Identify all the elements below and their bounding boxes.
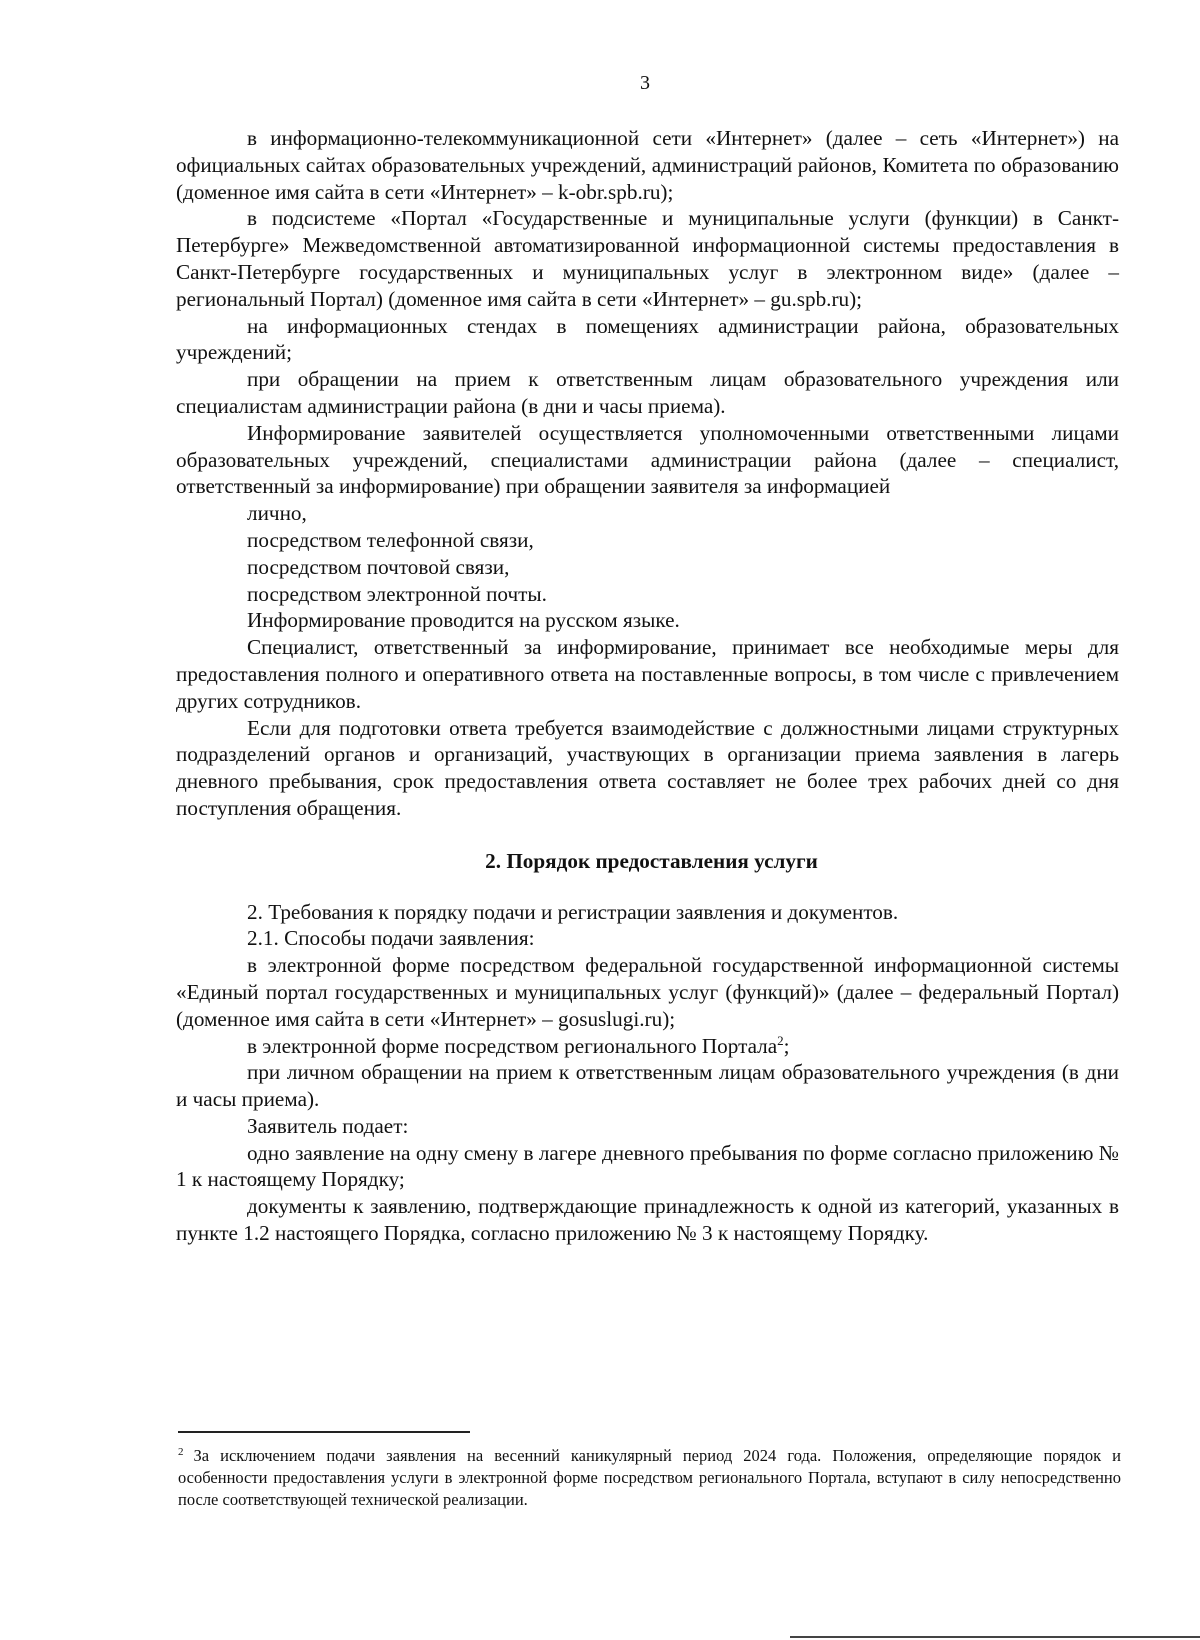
footnote-reference: 2 bbox=[777, 1032, 784, 1048]
paragraph-requirements: 2. Требования к порядку подачи и регистрации заявления и документов. bbox=[247, 899, 899, 924]
paragraph-applicant-submits: Заявитель подает: bbox=[247, 1113, 409, 1138]
paragraph-language: Информирование проводится на русском языке. bbox=[247, 608, 680, 633]
paragraph-regional-portal: в подсистеме «Портал «Государственные и муниципальные услуги (функции) в Санкт-Петербурге» Межведомственной автоматизированной информационной системы предоставления в Санкт-Петербурге государственных и муниципальных услуг в электронном виде» (далее – региональный Портал) (доменное имя сайта в сети «Интернет» – gu.spb.ru); bbox=[176, 206, 1119, 311]
list-item-email: посредством электронной почты. bbox=[247, 581, 547, 606]
paragraph-personal-submission: при личном обращении на прием к ответственным лицам образовательного учреждения (в дни и часы приема). bbox=[176, 1060, 1119, 1112]
page-number: 3 bbox=[640, 72, 650, 94]
footnote-mark: 2 bbox=[178, 1445, 184, 1458]
list-item-mail: посредством почтовой связи, bbox=[247, 554, 510, 579]
paragraph-submission-methods: 2.1. Способы подачи заявления: bbox=[247, 926, 535, 951]
regional-portal-text-end: ; bbox=[783, 1033, 790, 1058]
paragraph-informing-applicants: Информирование заявителей осуществляется уполномоченными ответственными лицами образовательных учреждений, специалистами администрации района (далее – специалист, ответственный за информирование) при обращении заявителя за информацией bbox=[176, 420, 1119, 499]
paragraph-response-term: Если для подготовки ответа требуется взаимодействие с должностными лицами структурных подразделений органов и организаций, участвующих в организации приема заявления в лагерь дневного пребывания, срок предоставления ответа составляет не более трех рабочих дней со дня поступления обращения. bbox=[176, 715, 1119, 820]
list-item-phone: посредством телефонной связи, bbox=[247, 527, 534, 552]
paragraph-documents: документы к заявлению, подтверждающие принадлежность к одной из категорий, указанных в пункте 1.2 настоящего Порядка, согласно приложению № 3 к настоящему Порядку. bbox=[176, 1194, 1119, 1246]
paragraph-specialist-measures: Специалист, ответственный за информирование, принимает все необходимые меры для предоставления полного и оперативного ответа на поставленные вопросы, в том числе с привлечением других сотрудников. bbox=[176, 635, 1119, 713]
list-item-in-person: лично, bbox=[247, 501, 307, 526]
paragraph-personal-visit: при обращении на прием к ответственным лицам образовательного учреждения или специалистам администрации района (в дни и часы приема). bbox=[176, 367, 1119, 418]
section-heading: 2. Порядок предоставления услуги bbox=[485, 848, 818, 873]
paragraph-info-stands: на информационных стендах в помещениях администрации района, образовательных учреждений; bbox=[176, 313, 1119, 365]
paragraph-one-application: одно заявление на одну смену в лагере дневного пребывания по форме согласно приложению № 1 к настоящему Порядку; bbox=[176, 1140, 1119, 1192]
footnote-separator bbox=[178, 1431, 470, 1433]
paragraph-internet-sites: в информационно-телекоммуникационной сети «Интернет» (далее – сеть «Интернет») на официальных сайтах образовательных учреждений, администраций районов, Комитета по образованию (доменное имя сайта в сети «Интернет» – k-obr.spb.ru); bbox=[176, 126, 1119, 204]
paragraph-regional-portal-submission bbox=[176, 1033, 1119, 1060]
footnote bbox=[178, 1445, 1121, 1511]
regional-portal-text: в электронной форме посредством регионального Портала bbox=[247, 1033, 778, 1058]
footnote-text: За исключением подачи заявления на весенний каникулярный период 2024 года. Положения, определяющие порядок и особенности предоставления услуги в электронной форме посредством регионального Портала, вступают в силу непосредственно после соответствующей технической реализации. bbox=[178, 1446, 1121, 1509]
bottom-edge-rule bbox=[790, 1636, 1200, 1638]
paragraph-federal-portal: в электронной форме посредством федеральной государственной информационной системы «Единый портал государственных и муниципальных услуг (функций)» (далее – федеральный Портал) (доменное имя сайта в сети «Интернет» – gosuslugi.ru); bbox=[176, 953, 1119, 1031]
document-body bbox=[176, 125, 1119, 1247]
